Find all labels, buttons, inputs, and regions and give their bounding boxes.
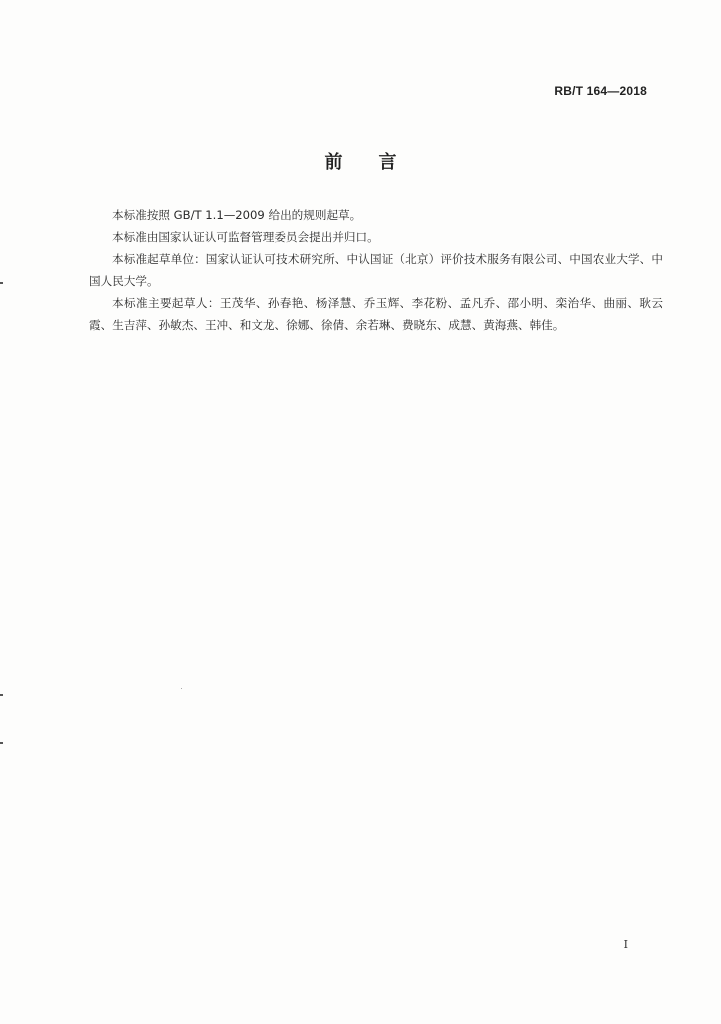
paragraph-drafting-rules: 本标准按照 GB/T 1.1—2009 给出的规则起草。 (112, 208, 362, 222)
scan-artifact (0, 742, 3, 744)
scan-artifact (0, 282, 3, 284)
paragraph-proposer: 本标准由国家认证认可监督管理委员会提出并归口。 (112, 230, 379, 244)
paragraph-drafters: 本标准主要起草人：王茂华、孙春艳、杨泽慧、乔玉辉、李花粉、孟凡乔、邵小明、栾治华、曲丽、耿云霞、生吉萍、孙敏杰、王冲、和文龙、徐娜、徐倩、余若琳、费晓东、成慧、黄海燕、韩佳。 (89, 296, 663, 332)
page-title: 前言 (324, 152, 433, 173)
foreword-body (89, 204, 663, 336)
page-number: I (623, 938, 628, 951)
paragraph-drafting-units: 本标准起草单位：国家认证认可技术研究所、中认国证（北京）评价技术服务有限公司、中国农业大学、中国人民大学。 (89, 252, 663, 288)
standard-number: RB/T 164—2018 (554, 84, 647, 98)
scan-artifact (181, 688, 182, 689)
scan-artifact (0, 694, 3, 696)
